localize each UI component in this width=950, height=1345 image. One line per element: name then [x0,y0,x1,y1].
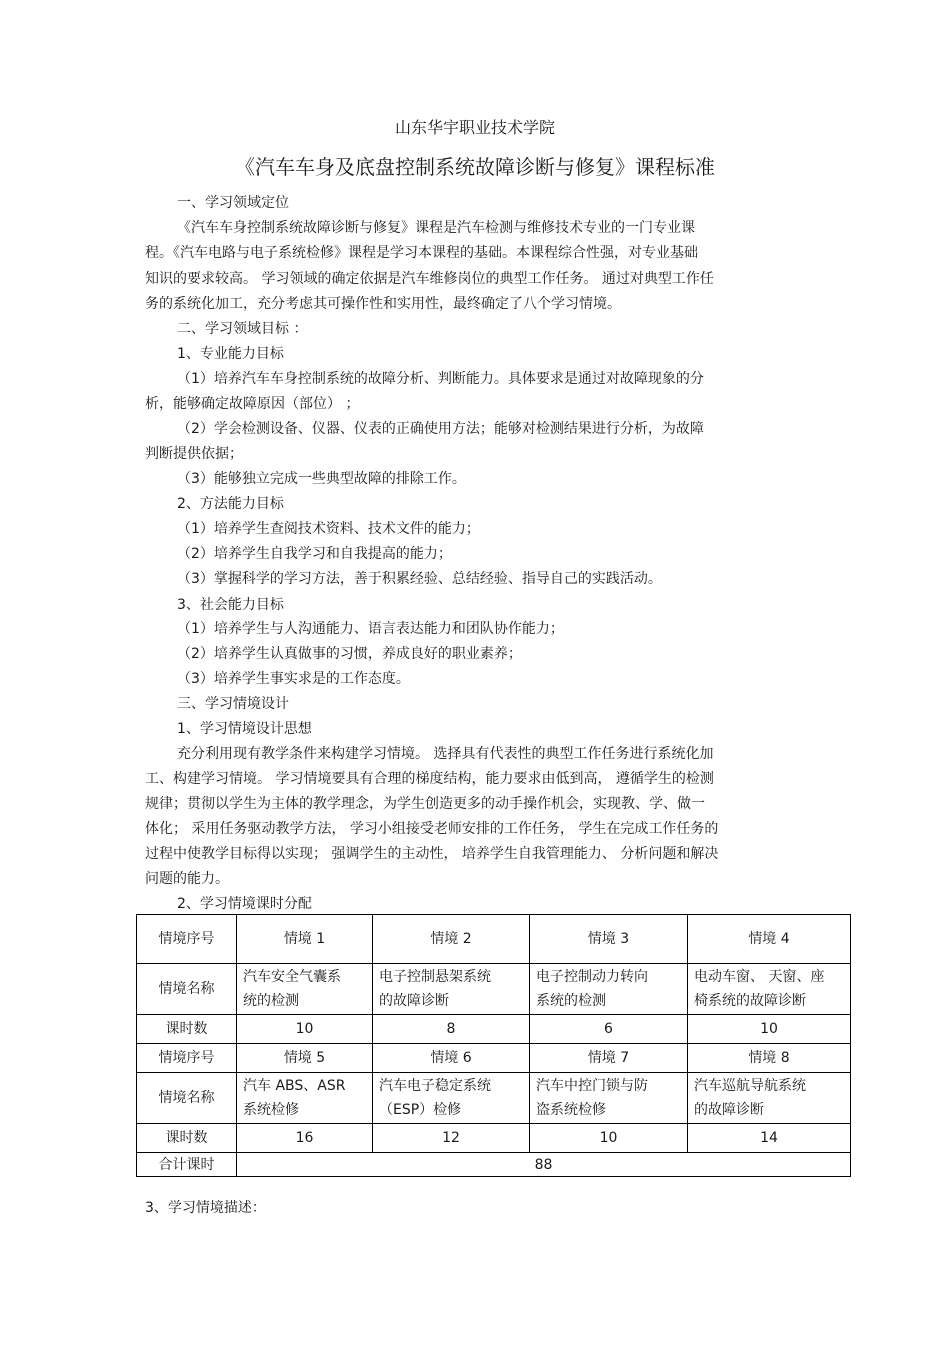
table-cell-label: 情境序号 [137,1044,237,1073]
table-cell: 情境 5 [237,1044,373,1073]
table-cell: 电动车窗、 天窗、座 椅系统的故障诊断 [688,964,851,1015]
section-heading: 一、学习领域定位 [177,195,289,211]
list-item: （1）培养学生查阅技术资料、技术文件的能力； [177,521,480,537]
table-cell: 10 [530,1124,688,1153]
school-name: 山东华宇职业技术学院 [394,118,555,137]
list-item: （2）学会检测设备、仪器、仪表的正确使用方法；能够对检测结果进行分析，为故障 [177,421,704,437]
table-cell: 情境 2 [373,915,530,964]
list-item: （3）培养学生事实求是的工作态度。 [177,671,410,687]
paragraph-line: 规律；贯彻以学生为主体的教学理念，为学生创造更多的动手操作机会，实现教、学、做一 [145,796,705,812]
table-cell-label: 情境序号 [137,915,237,964]
table-row [137,1015,851,1044]
table-cell-label: 合计课时 [137,1153,237,1177]
table-row [137,964,851,1015]
section-heading: 3、学习情境描述： [145,1200,266,1216]
table-cell: 汽车中控门锁与防 盗系统检修 [530,1073,688,1124]
list-item: （2）培养学生认真做事的习惯，养成良好的职业素养； [177,646,522,662]
table-cell: 汽车安全气囊系 统的检测 [237,964,373,1015]
table-cell: 12 [373,1124,530,1153]
hours-table [136,914,851,1177]
list-item: （2）培养学生自我学习和自我提高的能力； [177,546,452,562]
table-cell: 电子控制动力转向 系统的检测 [530,964,688,1015]
table-cell: 情境 6 [373,1044,530,1073]
table-row [137,1073,851,1124]
table-cell-label: 情境名称 [137,1073,237,1124]
table-cell: 情境 3 [530,915,688,964]
table-cell: 8 [373,1015,530,1044]
paragraph-line: 过程中使教学目标得以实现； 强调学生的主动性， 培养学生自我管理能力、 分析问题和解决 [145,846,719,862]
table-cell: 电子控制悬架系统 的故障诊断 [373,964,530,1015]
section-heading: 二、学习领域目标 ： [177,321,308,337]
table-row [137,915,851,964]
list-item-continuation: 判断提供依据； [145,446,243,462]
table-cell-label: 课时数 [137,1015,237,1044]
table-cell: 情境 8 [688,1044,851,1073]
table-cell: 汽车巡航导航系统 的故障诊断 [688,1073,851,1124]
subsection-heading: 2、学习情境课时分配 [177,896,312,912]
table-cell: 6 [530,1015,688,1044]
table-row [137,1124,851,1153]
table-cell: 10 [237,1015,373,1044]
table-cell: 16 [237,1124,373,1153]
subsection-heading: 3、社会能力目标 [177,597,284,613]
table-cell-label: 情境名称 [137,964,237,1015]
list-item: （3）能够独立完成一些典型故障的排除工作。 [177,471,466,487]
list-item: （3）掌握科学的学习方法，善于积累经验、总结经验、指导自己的实践活动。 [177,571,662,587]
paragraph-line: 体化； 采用任务驱动教学方法， 学习小组接受老师安排的工作任务， 学生在完成工作任务的 [145,821,719,837]
subsection-heading: 1、学习情境设计思想 [177,721,312,737]
table-cell: 汽车 ABS、ASR 系统检修 [237,1073,373,1124]
paragraph-line: 知识的要求较高。 学习领域的确定依据是汽车维修岗位的典型工作任务。 通过对典型工作任 [145,271,714,287]
table-row [137,1044,851,1073]
table-row-total [137,1153,851,1177]
table-cell-label: 课时数 [137,1124,237,1153]
paragraph-line: 问题的能力。 [145,871,229,887]
table-cell: 14 [688,1124,851,1153]
table-cell-total: 88 [237,1153,851,1177]
paragraph-line: 充分利用现有教学条件来构建学习情境。 选择具有代表性的典型工作任务进行系统化加 [177,746,714,762]
subsection-heading: 1、专业能力目标 [177,346,284,362]
paragraph-line: 《汽车车身控制系统故障诊断与修复》课程是汽车检测与维修技术专业的一门专业课 [177,220,695,236]
section-heading: 三、学习情境设计 [177,696,289,712]
document-title: 《汽车车身及底盘控制系统故障诊断与修复》课程标准 [235,155,715,179]
table-cell: 汽车电子稳定系统 （ESP）检修 [373,1073,530,1124]
table-cell: 10 [688,1015,851,1044]
paragraph-line: 程。《汽车电路与电子系统检修》课程是学习本课程的基础。本课程综合性强，对专业基础 [145,245,698,261]
paragraph-line: 务的系统化加工，充分考虑其可操作性和实用性，最终确定了八个学习情境。 [145,296,621,312]
subsection-heading: 2、方法能力目标 [177,496,284,512]
table-cell: 情境 4 [688,915,851,964]
table-cell: 情境 1 [237,915,373,964]
paragraph-line: 工、构建学习情境。 学习情境要具有合理的梯度结构，能力要求由低到高， 遵循学生的检测 [145,771,714,787]
list-item-continuation: 析，能够确定故障原因（部位） ； [145,396,360,412]
table-cell: 情境 7 [530,1044,688,1073]
list-item: （1）培养汽车车身控制系统的故障分析、判断能力。具体要求是通过对故障现象的分 [177,371,704,387]
list-item: （1）培养学生与人沟通能力、语言表达能力和团队协作能力； [177,621,564,637]
